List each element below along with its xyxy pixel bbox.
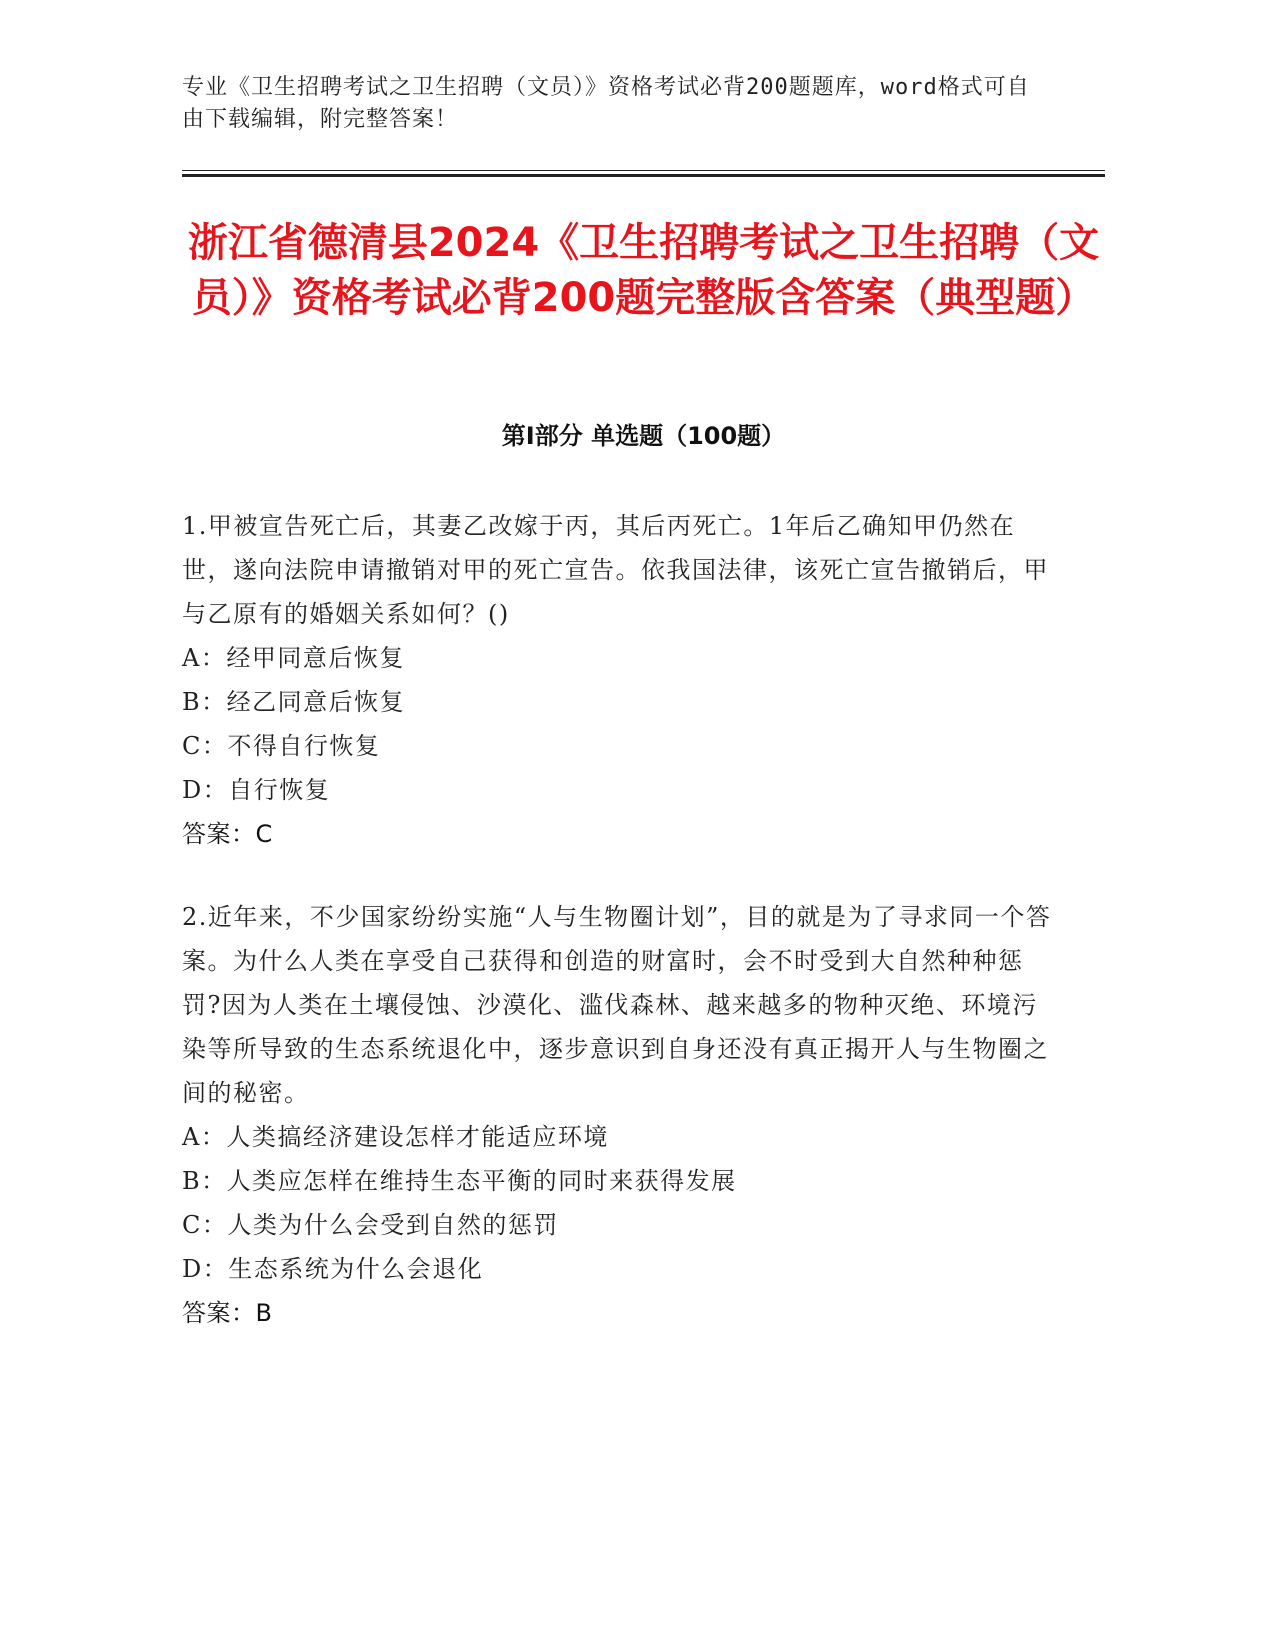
question-2-option-b: B：人类应怎样在维持生态平衡的同时来获得发展 (182, 1167, 737, 1195)
question-1-stem: 1.甲被宣告死亡后，其妻乙改嫁于丙，其后丙死亡。1年后乙确知甲仍然在世，遂向法院申请撤销对甲的死亡宣告。依我国法律，该死亡宣告撤销后，甲与乙原有的婚姻关系如何？() (182, 512, 1049, 628)
question-2-stem: 2.近年来，不少国家纷纷实施“人与生物圈计划”，目的就是为了寻求同一个答案。为什么人类在享受自己获得和创造的财富时，会不时受到大自然种种惩罚?因为人类在土壤侵蚀、沙漠化、滥伐森林、越来越多的物种灭绝、环境污染等所导致的生态系统退化中，逐步意识到自身还没有真正揭开人与生物圈之间的秘密。 (182, 903, 1052, 1107)
question-2-option-a: A：人类搞经济建设怎样才能适应环境 (182, 1123, 609, 1151)
question-1-option-d: D：自行恢复 (182, 776, 331, 804)
header-divider-thin (182, 170, 1105, 171)
header-note: 专业《卫生招聘考试之卫生招聘（文员）》资格考试必背200题题库，word格式可自由下载编辑，附完整答案！ (182, 75, 1030, 132)
question-1 (182, 504, 1062, 856)
question-1-option-c: C：不得自行恢复 (182, 732, 381, 760)
question-1-answer: 答案：C (182, 820, 273, 848)
section-heading: 第Ⅰ部分 单选题（100题） (501, 422, 786, 450)
question-2 (182, 895, 1062, 1335)
question-2-option-c: C：人类为什么会受到自然的惩罚 (182, 1211, 559, 1239)
document-title: 浙江省德清县2024《卫生招聘考试之卫生招聘（文员）》资格考试必背200题完整版含答案（典型题） (187, 220, 1100, 321)
question-2-option-d: D：生态系统为什么会退化 (182, 1255, 484, 1283)
question-1-option-a: A：经甲同意后恢复 (182, 644, 405, 672)
header-divider-thick (182, 174, 1105, 177)
question-1-option-b: B：经乙同意后恢复 (182, 688, 406, 716)
question-2-answer: 答案：B (182, 1299, 273, 1327)
